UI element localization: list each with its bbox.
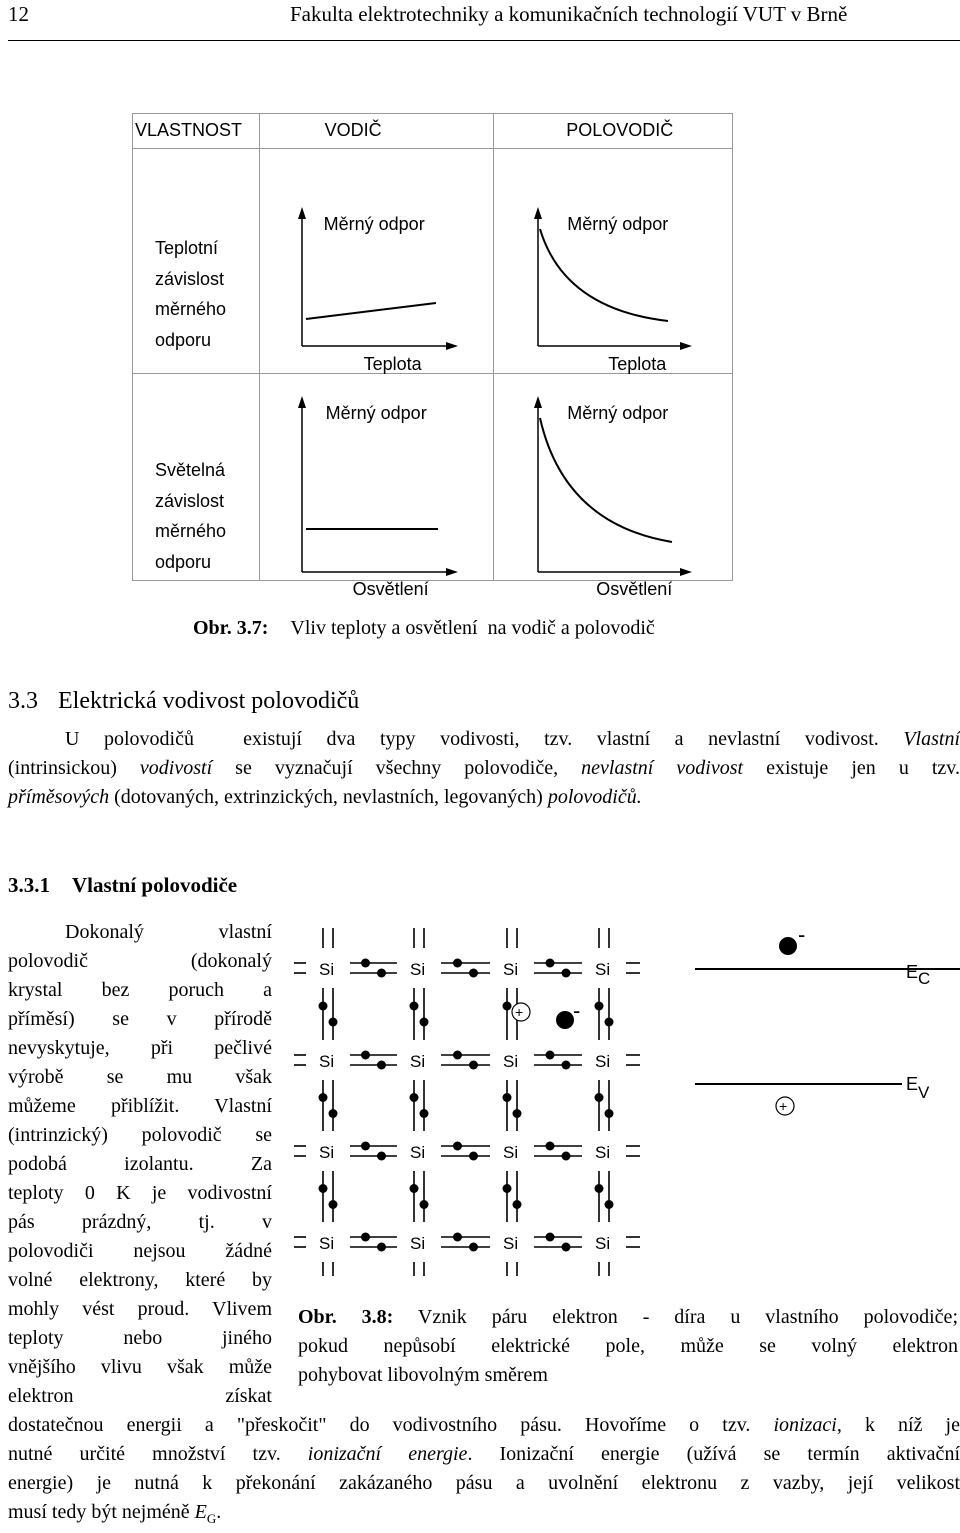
- si-atom: Si: [503, 1052, 519, 1071]
- free-electron: [556, 1011, 574, 1029]
- bond-electron: [410, 1184, 419, 1193]
- left-column-line: polovodič (dokonalý: [8, 950, 272, 972]
- x-axis-label: Teplota: [363, 354, 422, 374]
- band-diagram: [690, 920, 950, 1130]
- hole-sign: +: [779, 1098, 788, 1114]
- bond-electron: [361, 1233, 370, 1242]
- table-row: [133, 374, 733, 581]
- bond-electron: [513, 1109, 522, 1118]
- left-column-line: (intrinzický) polovodič se: [8, 1124, 272, 1146]
- section-3-3-1-heading: 3.3.1 Vlastní polovodiče: [8, 873, 238, 897]
- left-column-line: pás prázdný, tj. v: [8, 1211, 272, 1233]
- bond-electron: [453, 1142, 462, 1151]
- header-cell-semiconductor: POLOVODIČ: [494, 114, 733, 149]
- header-cell-conductor: VODIČ: [259, 114, 494, 149]
- conductor-illumination-graph: [259, 374, 494, 599]
- bond-electron: [453, 1051, 462, 1060]
- left-column-line: můžeme přiblížit. Vlastní: [8, 1095, 272, 1117]
- bond-electron: [469, 1243, 478, 1252]
- bond-electron: [361, 1142, 370, 1151]
- left-column-line: krystal bez poruch a: [8, 979, 272, 1001]
- bond-electron: [377, 969, 386, 978]
- si-atom: Si: [410, 1234, 426, 1253]
- si-atom: Si: [503, 1143, 519, 1162]
- si-atom: Si: [595, 1143, 611, 1162]
- properties-table: [132, 113, 733, 599]
- left-column-text: [8, 918, 272, 1411]
- graph-axes: [260, 374, 496, 580]
- graph-axes: [494, 149, 733, 373]
- bond-electron: [377, 1152, 386, 1161]
- bottom-paragraph: dostatečnou energii a "přeskočit" do vodivostního pásu. Hovoříme o tzv. ionizaci, k níž je nutné určité množství tzv. ionizační energie. Ionizační energie (užívá se termín aktivační energie) je nutná k překonání zakázaného pásu a uvolnění elektronu z vazby, její velikost musí tedy být nejméně $E_G$.: [8, 1414, 960, 1526]
- si-atom: Si: [503, 1234, 519, 1253]
- table-header-row: [133, 114, 733, 149]
- si-atom: Si: [595, 1052, 611, 1071]
- x-axis-label: Teplota: [608, 354, 667, 374]
- bond-electron: [595, 1184, 604, 1193]
- bond-electron: [546, 1051, 555, 1060]
- resistance-line: [306, 303, 436, 319]
- bond-electron: [503, 1093, 512, 1102]
- left-column-line: podobá izolantu. Za: [8, 1153, 272, 1175]
- bond-electron: [595, 1093, 604, 1102]
- bond-electron: [329, 1200, 338, 1209]
- bond-electron: [377, 1061, 386, 1070]
- si-atom: Si: [410, 1143, 426, 1162]
- bond-electron: [453, 1233, 462, 1242]
- bond-electron: [420, 1200, 429, 1209]
- figure-3-7-caption: Obr. 3.7: Vliv teploty a osvětlení na vodič a polovodič: [193, 617, 655, 639]
- si-atom: Si: [319, 1052, 335, 1071]
- si-atom: Si: [410, 960, 426, 979]
- bond-electron: [361, 1051, 370, 1060]
- row-label: Světelná závislost měrného odporu: [155, 460, 227, 572]
- figure-3-8-caption: Obr. 3.8: Vznik páru elektron - díra u vlastního polovodiče; pokud nepůsobí elektrické pole, může se volný elektron pohybovat libovolným směrem: [298, 1306, 958, 1386]
- left-column-line: elektron získat: [8, 1385, 272, 1407]
- bond-electron: [319, 1184, 328, 1193]
- left-column-line: Dokonalý vlastní: [65, 921, 272, 943]
- bond-electron: [605, 1109, 614, 1118]
- semiconductor-temperature-graph: [494, 149, 733, 374]
- electron-sign: -: [573, 998, 581, 1023]
- x-axis-label: Osvětlení: [596, 579, 673, 599]
- row-label: Teplotní závislost měrného odporu: [155, 238, 227, 350]
- row-label-cell: [133, 149, 260, 374]
- conductor-temperature-graph: [259, 149, 494, 374]
- bond-electron: [453, 959, 462, 968]
- bond-electron: [329, 1109, 338, 1118]
- si-atom: Si: [319, 1234, 335, 1253]
- page-number: 12: [8, 2, 29, 26]
- bond-electron: [562, 1243, 571, 1252]
- semiconductor-illumination-graph: [494, 374, 733, 599]
- y-axis-label: Měrný odpor: [567, 403, 669, 423]
- left-column-line: příměsí) se v přírodě: [8, 1008, 272, 1030]
- hole-sign: +: [515, 1004, 524, 1020]
- left-column-line: teploty nebo jiného: [8, 1327, 272, 1349]
- bond-electron: [562, 969, 571, 978]
- left-column-line: polovodiči nejsou žádné: [8, 1240, 272, 1262]
- left-column-line: vnějšího vlivu však může: [8, 1356, 272, 1378]
- bond-electron: [546, 1233, 555, 1242]
- si-atom: Si: [410, 1052, 426, 1071]
- graph-axes: [494, 374, 733, 580]
- row-label-cell: [133, 374, 260, 581]
- y-axis-label: Měrný odpor: [323, 214, 425, 234]
- bond-electron: [319, 1002, 328, 1011]
- bond-electron: [469, 1061, 478, 1070]
- bond-electron: [605, 1018, 614, 1027]
- si-atom: Si: [595, 960, 611, 979]
- si-atom: Si: [503, 960, 519, 979]
- silicon-lattice-diagram: [290, 920, 670, 1280]
- bond-electron: [469, 1152, 478, 1161]
- bond-electron: [410, 1002, 419, 1011]
- bond-electron: [420, 1109, 429, 1118]
- graph-axes: [260, 149, 496, 373]
- ec-label: EC: [906, 962, 931, 988]
- header-rule: [8, 40, 960, 41]
- si-atom: Si: [595, 1234, 611, 1253]
- y-axis-label: Měrný odpor: [567, 214, 669, 234]
- bond-electron: [513, 1200, 522, 1209]
- bond-electron: [562, 1152, 571, 1161]
- resistance-curve: [540, 418, 672, 542]
- bond-electron: [503, 1184, 512, 1193]
- electron-sign: -: [798, 922, 806, 947]
- si-atom: Si: [319, 1143, 335, 1162]
- bond-electron: [605, 1200, 614, 1209]
- bond-electron: [546, 1142, 555, 1151]
- bond-electron: [503, 1002, 512, 1011]
- bond-electron: [377, 1243, 386, 1252]
- left-column-line: volné elektrony, které by: [8, 1269, 272, 1291]
- section-3-3-heading: 3.3 Elektrická vodivost polovodičů: [8, 688, 360, 714]
- left-column-line: mohly vést proud. Vlivem: [8, 1298, 272, 1320]
- table-row: [133, 149, 733, 374]
- left-column-line: nevyskytuje, při pečlivé: [8, 1037, 272, 1059]
- left-column-line: výrobě se mu však: [8, 1066, 272, 1088]
- bond-electron: [410, 1093, 419, 1102]
- resistance-curve: [540, 229, 668, 321]
- bond-electron: [546, 959, 555, 968]
- bond-electron: [329, 1018, 338, 1027]
- left-column-line: teploty 0 K je vodivostní: [8, 1182, 272, 1204]
- si-atom: Si: [319, 960, 335, 979]
- ev-label: EV: [906, 1074, 930, 1102]
- bond-electron: [562, 1061, 571, 1070]
- bond-electron: [420, 1018, 429, 1027]
- free-electron: [779, 937, 797, 955]
- running-header: Fakulta elektrotechniky a komunikačních technologií VUT v Brně: [290, 2, 848, 26]
- bond-electron: [319, 1093, 328, 1102]
- header-cell-property: VLASTNOST: [133, 114, 260, 149]
- y-axis-label: Měrný odpor: [325, 403, 427, 423]
- bond-electron: [469, 969, 478, 978]
- bond-electron: [595, 1002, 604, 1011]
- intro-paragraph: U polovodičů existují dva typy vodivosti, tzv. vlastní a nevlastní vodivost. Vlastní (intrinsickou) vodivostí se vyznačují všechny polovodiče, nevlastní vodivost existuje jen u tzv. příměsových (dotovaných, extrinzických, nevlastních, legovaných) polovodičů.: [8, 728, 960, 808]
- bond-electron: [361, 959, 370, 968]
- x-axis-label: Osvětlení: [352, 579, 429, 599]
